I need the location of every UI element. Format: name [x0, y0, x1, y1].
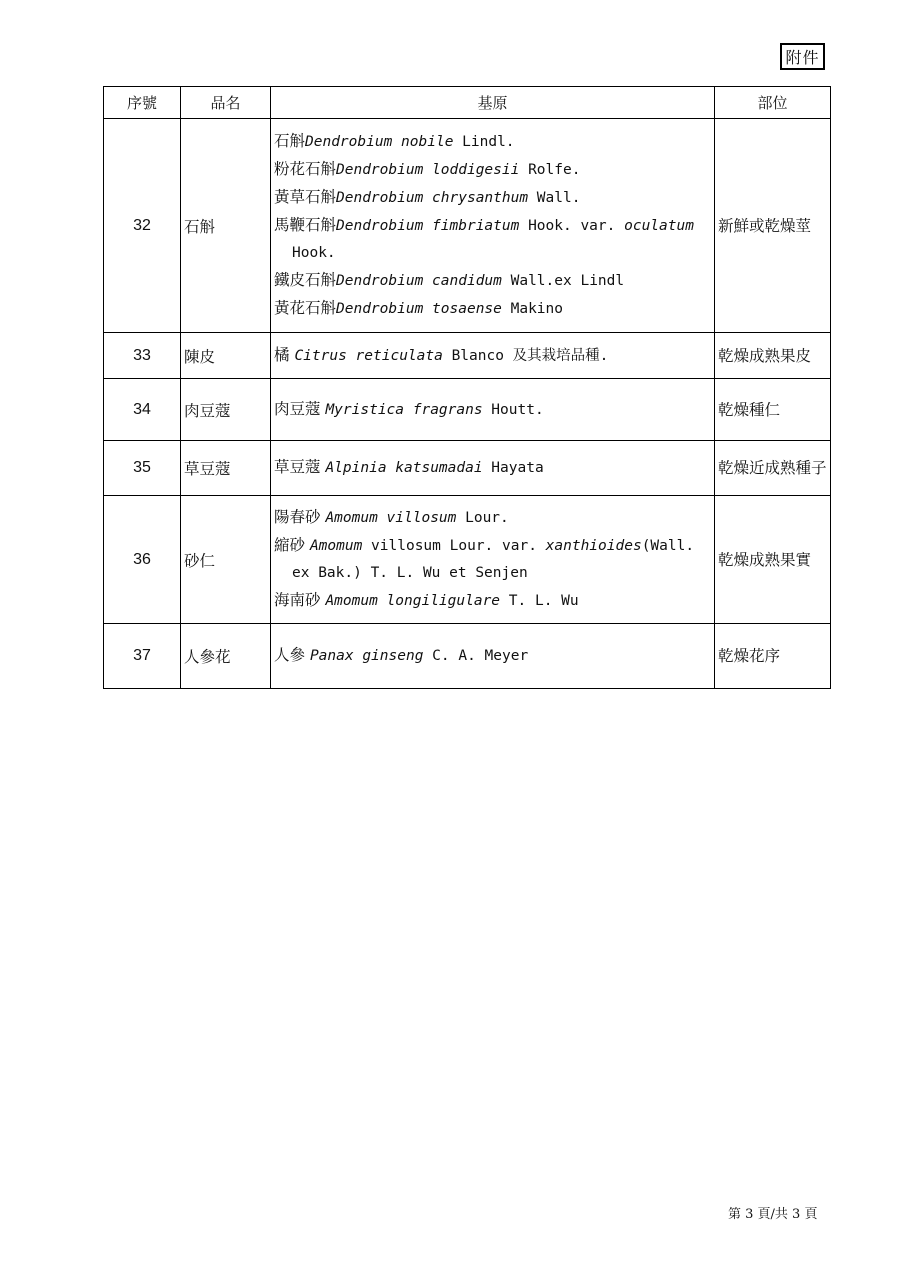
source-cell [271, 119, 715, 333]
author-citation: Lour. [456, 510, 509, 526]
scientific-name: Amomum longiligulare [325, 593, 501, 609]
author-citation-2: (Wall. [641, 538, 695, 554]
author-citation: Houtt. [482, 401, 544, 418]
row-number: 36 [104, 496, 181, 624]
table-row [104, 441, 831, 496]
chinese-name: 人參 [274, 646, 310, 664]
scientific-name: Citrus reticulata [294, 347, 443, 364]
source-line [274, 642, 712, 670]
source-line [274, 342, 712, 370]
author-citation: Rolfe. [519, 162, 581, 178]
source-line-continued: Hook. [292, 245, 336, 261]
header-no: 序號 [104, 87, 181, 119]
author-citation: Wall.ex Lindl [501, 273, 625, 289]
source-line [274, 587, 712, 615]
author-citation: Wall. [528, 190, 581, 206]
source-line [274, 156, 712, 184]
scientific-name: Myristica fragrans [325, 401, 483, 418]
variety-name: xanthioides [545, 538, 642, 554]
plant-part: 乾燥花序 [715, 624, 831, 689]
source-line [274, 295, 712, 323]
source-line [274, 267, 712, 295]
product-name: 陳皮 [181, 333, 271, 379]
scientific-name: Dendrobium candidum [336, 273, 502, 289]
scientific-name: Dendrobium fimbriatum [336, 218, 520, 234]
product-name: 人參花 [181, 624, 271, 689]
table-header-row [104, 87, 831, 119]
plant-part: 乾燥種仁 [715, 379, 831, 441]
source-line [274, 184, 712, 212]
source-line [274, 128, 712, 156]
scientific-name: Panax ginseng [309, 648, 424, 664]
source-cell [271, 441, 715, 496]
scientific-name: Amomum [309, 538, 363, 554]
source-cell [271, 496, 715, 624]
attachment-label: 附件 [780, 43, 825, 70]
author-citation: T. L. Wu [500, 593, 579, 609]
table-row [104, 624, 831, 689]
product-name: 石斛 [181, 119, 271, 333]
row-number: 35 [104, 441, 181, 496]
chinese-name: 海南砂 [274, 591, 326, 609]
plant-part: 新鮮或乾燥莖 [715, 119, 831, 333]
table-row [104, 333, 831, 379]
chinese-name: 粉花石斛 [274, 160, 337, 178]
plant-part: 乾燥成熟果皮 [715, 333, 831, 379]
table-row [104, 379, 831, 441]
source-line [274, 504, 712, 532]
author-citation: Makino [501, 301, 563, 317]
plant-part: 乾燥成熟果實 [715, 496, 831, 624]
author-citation: C. A. Meyer [423, 648, 529, 664]
source-cell [271, 624, 715, 689]
chinese-name: 黃花石斛 [274, 299, 337, 317]
product-name: 砂仁 [181, 496, 271, 624]
scientific-name: Amomum villosum [325, 510, 457, 526]
author-citation: Lindl. [453, 134, 515, 150]
herb-table [103, 86, 831, 689]
row-number: 37 [104, 624, 181, 689]
chinese-name: 黃草石斛 [274, 188, 337, 206]
product-name: 肉豆蔻 [181, 379, 271, 441]
chinese-name: 縮砂 [274, 536, 310, 554]
scientific-name: Alpinia katsumadai [325, 460, 483, 476]
header-name: 品名 [181, 87, 271, 119]
author-citation: Blanco 及其栽培品種. [442, 347, 609, 364]
chinese-name: 橘 [274, 345, 295, 364]
chinese-name: 馬鞭石斛 [274, 216, 337, 234]
chinese-name: 鐵皮石斛 [274, 271, 337, 289]
row-number: 33 [104, 333, 181, 379]
header-part: 部位 [715, 87, 831, 119]
variety-name: oculatum [624, 218, 694, 234]
source-line [274, 532, 712, 560]
source-line [274, 454, 712, 482]
source-line [274, 396, 712, 424]
chinese-name: 肉豆蔻 [274, 399, 326, 418]
header-source: 基原 [271, 87, 715, 119]
chinese-name: 草豆蔻 [274, 458, 326, 476]
source-line [274, 212, 712, 240]
author-citation: villosum Lour. var. [362, 538, 546, 554]
scientific-name: Dendrobium chrysanthum [336, 190, 529, 206]
scientific-name: Dendrobium tosaense [336, 301, 502, 317]
page-footer: 第 3 頁/共 3 頁 [728, 1207, 818, 1222]
table-row [104, 119, 831, 333]
product-name: 草豆蔻 [181, 441, 271, 496]
source-cell [271, 379, 715, 441]
scientific-name: Dendrobium nobile [305, 134, 454, 150]
row-number: 32 [104, 119, 181, 333]
row-number: 34 [104, 379, 181, 441]
chinese-name: 石斛 [274, 132, 306, 150]
source-line-continued: ex Bak.) T. L. Wu et Senjen [292, 565, 528, 581]
scientific-name: Dendrobium loddigesii [336, 162, 520, 178]
source-cell [271, 333, 715, 379]
plant-part: 乾燥近成熟種子 [715, 441, 831, 496]
table-row [104, 496, 831, 624]
chinese-name: 陽春砂 [274, 508, 326, 526]
author-citation: Hayata [482, 460, 544, 476]
author-citation: Hook. var. [519, 218, 625, 234]
